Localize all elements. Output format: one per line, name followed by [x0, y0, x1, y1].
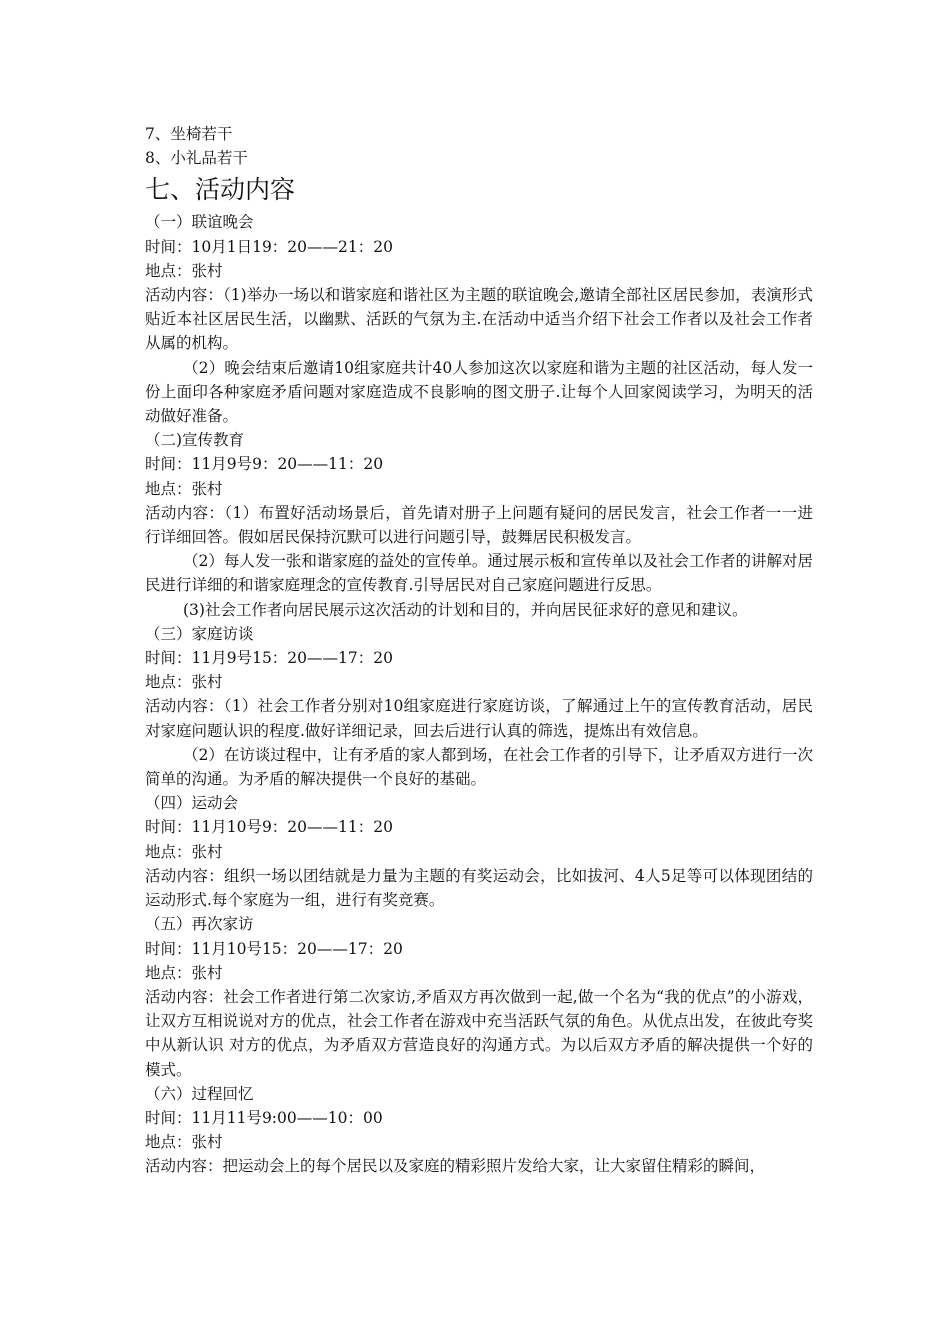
- activity-time: 时间：11月9号15：20——17：20: [145, 649, 393, 668]
- activity-place: 地点：张村: [145, 963, 223, 982]
- activity-content: 活动内容：（1)举办一场以和谐家庭和谐社区为主题的联谊晚会,邀请全部社区居民参加，表演形式贴近本社区居民生活，以幽默、活跃的气氛为主.在活动中适当介绍下社会工作者以及社会工作者从属的机构。: [145, 286, 813, 353]
- subsection-title: （一）联谊晚会: [145, 213, 254, 232]
- activity-time: 时间：11月10号9：20——11：20: [145, 818, 393, 837]
- activity-content: 活动内容：把运动会上的每个居民以及家庭的精彩照片发给大家，让大家留住精彩的瞬间，: [145, 1157, 766, 1176]
- subsection-title: （六）过程回忆: [145, 1084, 254, 1103]
- activity-content: （2）晚会结束后邀请10组家庭共计40人参加这次以家庭和谐为主题的社区活动，每人发一份上面印各种家庭矛盾问题对家庭造成不良影响的图文册子.让每个人回家阅读学习，为明天的活动做好准备。: [145, 358, 813, 426]
- activity-time: 时间：11月9号9：20——11：20: [145, 455, 384, 474]
- activity-content: （2）在访谈过程中，让有矛盾的家人都到场，在社会工作者的引导下，让矛盾双方进行一次简单的沟通。为矛盾的解决提供一个良好的基础。: [145, 745, 813, 789]
- activity-time: 时间：10月1日19：20——21：20: [145, 237, 393, 256]
- activity-content: (3)社会工作者向居民展示这次活动的计划和目的，并向居民征求好的意见和建议。: [183, 600, 748, 619]
- activity-place: 地点：张村: [145, 842, 223, 861]
- activity-place: 地点：张村: [145, 479, 223, 498]
- subsection-title: （三）家庭访谈: [145, 624, 254, 643]
- document-body: [145, 122, 813, 1179]
- section-heading: 七、活动内容: [145, 175, 296, 205]
- activity-content: （2）每人发一张和谐家庭的益处的宣传单。通过展示板和宣传单以及社会工作者的讲解对居民进行详细的和谐家庭理念的宣传教育.引导居民对自己家庭问题进行反思。: [145, 552, 813, 595]
- subsection-title: （二)宣传教育: [145, 431, 245, 450]
- activity-content: 活动内容：组织一场以团结就是力量为主题的有奖运动会，比如拔河、4人5足等可以体现团结的运动形式.每个家庭为一组，进行有奖竞赛。: [145, 866, 813, 910]
- activity-content: 活动内容：（1）布置好活动场景后，首先请对册子上问题有疑问的居民发言，社会工作者一一进行详细回答。假如居民保持沉默可以进行问题引导，鼓舞居民积极发言。: [145, 503, 813, 547]
- subsection-title: （五）再次家访: [145, 915, 254, 934]
- activity-content: 活动内容：社会工作者进行第二次家访,矛盾双方再次做到一起,做一个名为“我的优点”的小游戏，让双方互相说说对方的优点，社会工作者在游戏中充当活跃气氛的角色。从优点出发，在彼此夸奖中从新认识 对方的优点，为矛盾双方营造良好的沟通方式。为以后双方矛盾的解决提供一个好的模式。: [145, 987, 813, 1079]
- list-item: 7、坐椅若干: [145, 125, 233, 143]
- activity-content: 活动内容：（1）社会工作者分别对10组家庭进行家庭访谈，了解通过上午的宣传教育活动，居民对家庭问题认识的程度.做好详细记录，回去后进行认真的筛选，提炼出有效信息。: [145, 697, 813, 740]
- activity-place: 地点：张村: [145, 261, 223, 280]
- subsection-title: （四）运动会: [145, 794, 239, 813]
- activity-place: 地点：张村: [145, 1133, 223, 1152]
- activity-time: 时间：11月11号9:00——10：00: [145, 1108, 383, 1127]
- list-item: 8、小礼品若干: [145, 149, 248, 168]
- activity-time: 时间：11月10号15：20——17：20: [145, 939, 403, 958]
- activity-place: 地点：张村: [145, 673, 223, 692]
